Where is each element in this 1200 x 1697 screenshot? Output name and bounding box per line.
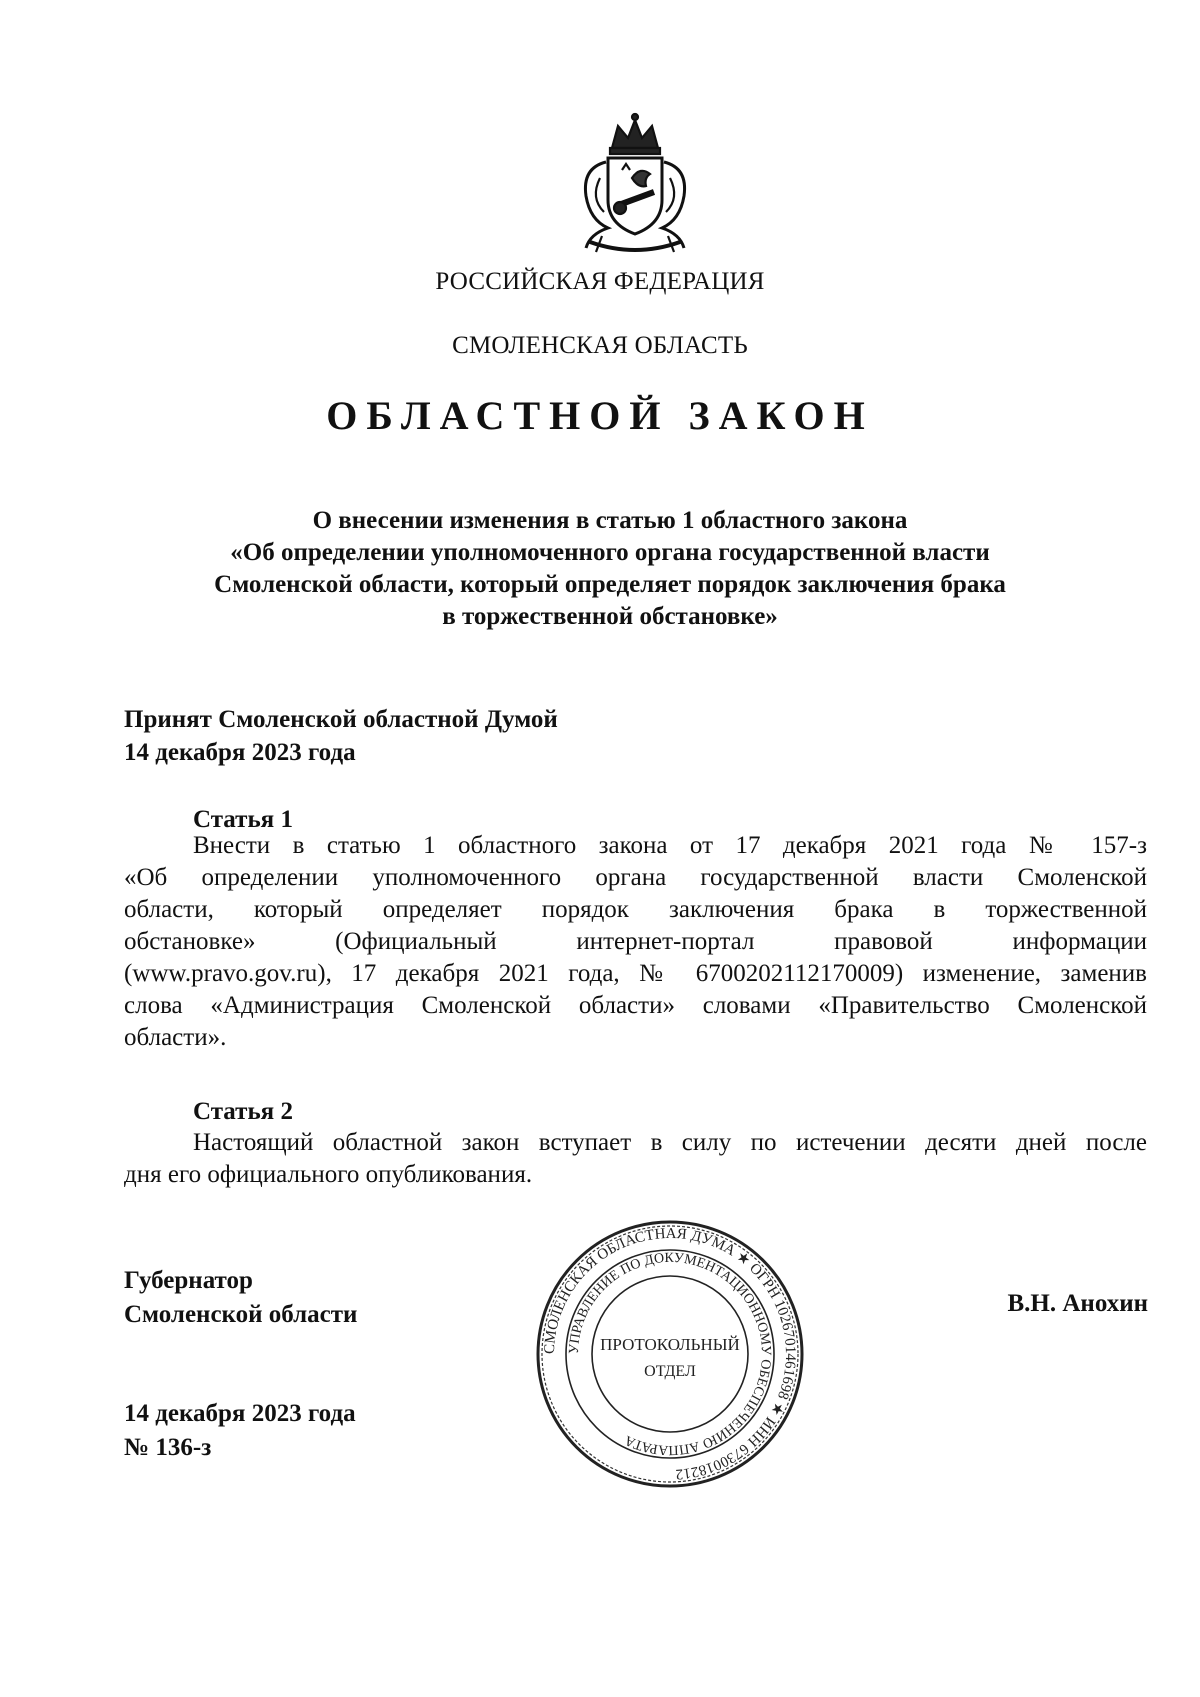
signatory-position-line: Смоленской области: [124, 1301, 358, 1328]
law-title-line: Смоленской области, который определяет порядок заключения брака: [214, 571, 1006, 598]
seal-center-line: ПРОТОКОЛЬНЫЙ: [600, 1335, 740, 1354]
law-title-line: в торжественной обстановке»: [442, 603, 778, 630]
article-1-line: (www.pravo.gov.ru), 17 декабря 2021 года, № 6700202112170009) изменение, заменив: [124, 960, 1147, 987]
article-2-line: дня его официального опубликования.: [124, 1161, 533, 1188]
signatory-position-line: Губернатор: [124, 1267, 253, 1294]
article-1-line: области, который определяет порядок заключения брака в торжественной: [124, 896, 1147, 923]
seal-outer-text: СМОЛЕНСКАЯ ОБЛАСТНАЯ ДУМА ★ ОГРН 1026701461698 ★ ИНН 6730018212: [541, 1225, 799, 1482]
seal-inner-text: УПРАВЛЕНИЕ ПО ДОКУМЕНТАЦИОННОМУ ОБЕСПЕЧЕНИЮ АППАРАТА: [566, 1250, 774, 1458]
smolensk-coat-of-arms-icon: [560, 108, 710, 258]
adoption-note: [124, 703, 558, 769]
issue-date: 14 декабря 2023 года: [124, 1400, 356, 1427]
region-heading: СМОЛЕНСКАЯ ОБЛАСТЬ: [452, 332, 748, 359]
article-1-line: обстановке» (Официальный интернет-портал правовой информации: [124, 928, 1147, 955]
article-1-line: Внести в статью 1 областного закона от 17 декабря 2021 года № 157-з: [193, 832, 1147, 859]
article-1-heading: Статья 1: [193, 806, 293, 833]
article-1-line: «Об определении уполномоченного органа государственной власти Смоленской: [124, 864, 1147, 891]
article-1-line: слова «Администрация Смоленской области» словами «Правительство Смоленской: [124, 992, 1147, 1019]
article-2-body: [124, 1127, 1147, 1191]
country-heading: РОССИЙСКАЯ ФЕДЕРАЦИЯ: [435, 268, 765, 295]
law-number: № 136-з: [124, 1434, 212, 1461]
article-1-body: [124, 830, 1147, 1054]
official-seal-stamp: [534, 1218, 806, 1490]
seal-center-line: ОТДЕЛ: [644, 1363, 696, 1380]
article-2-heading: Статья 2: [193, 1098, 293, 1125]
document-type-heading: ОБЛАСТНОЙ ЗАКОН: [326, 393, 874, 438]
law-title-line: О внесении изменения в статью 1 областного закона: [312, 507, 908, 534]
law-title-line: «Об определении уполномоченного органа государственной власти: [230, 539, 990, 566]
article-1-line: области».: [124, 1024, 227, 1051]
signatory-name: В.Н. Анохин: [1007, 1290, 1148, 1317]
law-title: [160, 505, 1060, 633]
adoption-date: 14 декабря 2023 года: [124, 739, 356, 766]
adoption-line: Принят Смоленской областной Думой: [124, 706, 558, 733]
article-2-line: Настоящий областной закон вступает в силу по истечении десяти дней после: [193, 1129, 1147, 1156]
issue-details: [124, 1397, 356, 1465]
signatory-position: [124, 1264, 357, 1332]
